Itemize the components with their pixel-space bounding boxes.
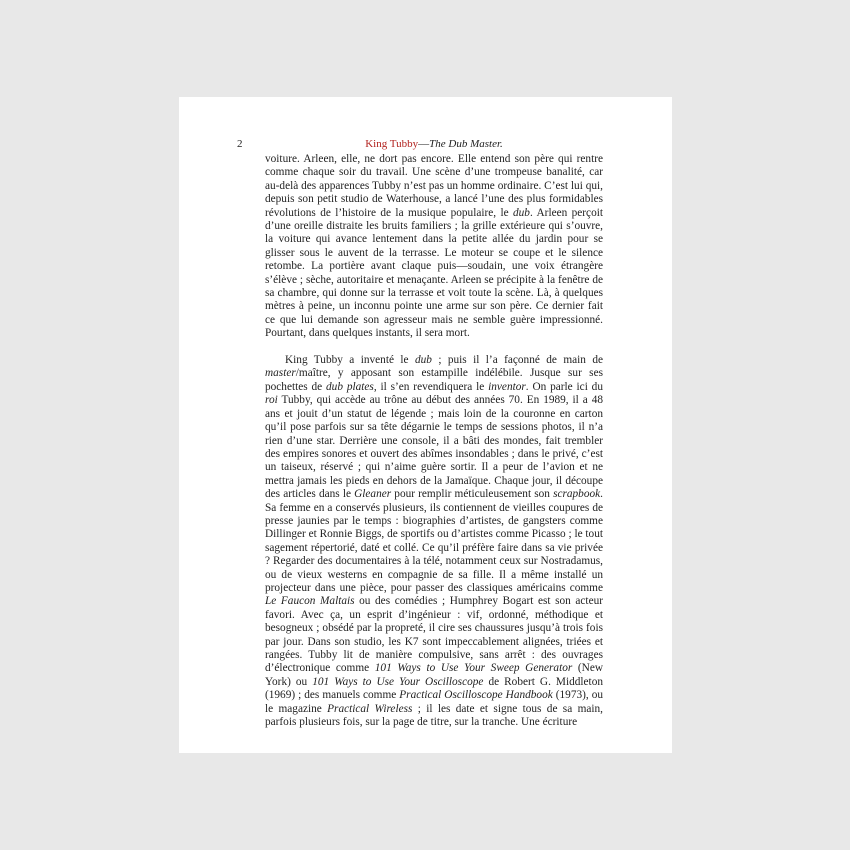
running-head-name: King Tubby [365,138,419,150]
text-run: Tubby, qui accède au trône au début des années 70. En 1989, il a 48 ans et jouit d’un statut de légende ; mais loin de la couronne en carton qu’il pose parfois sur sa tête dégarnie le temps de sessions photos, il n’a rien d’une star. Derrière une console, il a bâti des mondes, fait trembler des empires sonores et ouvert des abîmes insondables ; dans le privé, c’est un taiseux, réservé ; qui n’aime guère sortir. Il a peur de l’avion et ne mettra jamais les pieds en dehors de la Jamaïque. Chaque jour, il découpe des articles dans le [265,394,603,501]
text-run: pour remplir méticuleusement son [391,488,554,501]
italic-text: Practical Wireless [327,702,413,715]
italic-text: Gleaner [354,488,392,501]
italic-text: scrapbook [553,488,601,501]
italic-text: Practical Oscilloscope Handbook [399,689,553,702]
text-run: de Robert G. Middleton (1969) ; des manuels comme [265,675,603,702]
text-run: voiture. Arleen, elle, ne dort pas encore. Elle entend son père qui rentre comme chaque soir du travail. Une scène d’une trompeuse banalité, car au-delà des apparences Tubby n’est pas un homme ordinaire. C’est lui qui, depuis son petit studio de Waterhouse, a lancé l’une des plus formidables révolutions de l’histoire de la musique populaire, le [265,153,603,219]
italic-text: Le Faucon Maltais [265,595,355,608]
italic-text: 101 Ways to Use Your Sweep Generator [374,662,573,675]
italic-text: 101 Ways to Use Your Oscilloscope [312,675,484,688]
text-run: (New York) ou [265,662,603,688]
running-head [265,138,603,150]
text-run: ; il les date et signe tous de sa main, parfois plusieurs fois, sur la page de titre, sur la tranche. Une écriture [265,702,603,729]
page-number: 2 [237,138,243,150]
text-run: ; puis il l’a façonné de main de [431,354,603,367]
italic-text: dub plates [326,380,374,393]
italic-text: master [265,367,296,380]
italic-text: roi [265,394,278,407]
text-run: , il s’en revendiquera le [373,380,489,393]
body-text [265,153,603,729]
italic-text: dub [513,206,530,219]
text-run: (1973), ou le magazine [265,689,604,715]
paragraph-1 [265,153,603,341]
text-run: ou des comédies ; Humphrey Bogart est son acteur favori. Avec ça, un esprit d’ingénieur : vif, ordonné, méthodique et besogneux ; obsédé par la propreté, il cire ses chaussures jusqu’à trois fois par jour. Dans son studio, les K7 sont impeccablement alignées, triées et rangées. Tubby lit de manière compulsive, sans arrêt : des ouvrages d’électronique comme [265,595,603,675]
italic-text: dub [414,354,432,367]
text-run: . On parle ici du [525,380,603,393]
text-run: . Sa femme en a conservés plusieurs, ils contiennent de vieilles coupures de presse jaunies par le temps : biographies d’artistes, de gangsters comme Dillinger et Ronnie Biggs, de sportifs ou d’artistes comme Picasso ; le tout sagement répertorié, daté et collé. Ce qu’il préfère faire dans sa vie privée ? Regarder des documentaires à la télé, notamment ceux sur Nostradamus, ou de vieux westerns en compagnie de sa fille. Il a même installé un projecteur dans une pièce, pour passer des classiques américains comme [265,488,603,594]
text-run: /maître, y apposant son estampille indélébile. Jusque sur ses pochettes de [265,367,603,393]
italic-text: inventor [488,380,526,393]
text-run: . Arleen perçoit d’une oreille distraite les bruits familiers ; la grille extérieure qui s’ouvre, la voiture qui avance lentement dans la petite allée du jardin pour se glisser sous le auvent de la terrasse. Le moteur se coupe et le silence retombe. La portière avant claque puis—soudain, une voix étrangère s’élève ; sèche, autoritaire et menaçante. Arleen se précipite à la fenêtre de sa chambre, qui donne sur la terrasse et voit toute la scène. Là, à quelques mètres à peine, un inconnu pointe une arme sur son père. Ce dernier fait ce que lui demande son agresseur mais ne semble guère impressionné. Pourtant, dans quelques instants, il sera mort. [265,206,603,340]
running-head-dash: — [418,138,430,150]
text-run: King Tubby a inventé le [285,354,415,367]
book-page [179,97,672,753]
paragraph-2 [265,354,603,729]
running-head-title: The Dub Master. [429,138,503,150]
